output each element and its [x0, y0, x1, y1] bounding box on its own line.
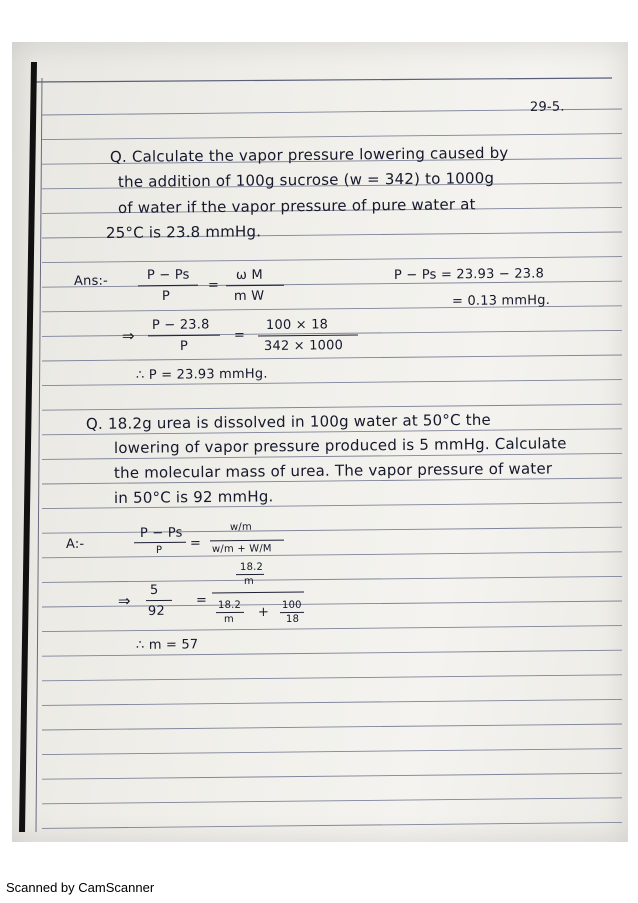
ruled-line	[42, 576, 622, 582]
page-date: 29-5.	[529, 99, 565, 115]
ans2-eq2-top-num: 18.2	[239, 561, 264, 573]
ans1-eq1-lhs-num: P − Ps	[146, 267, 190, 283]
ans1-side-line-1: P − Ps = 23.93 − 23.8	[393, 266, 545, 283]
ans1-eq2-rhs-num: 100 × 18	[265, 317, 329, 333]
ruled-line	[42, 626, 622, 632]
scanner-watermark: Scanned by CamScanner	[6, 880, 155, 895]
q2-line-3: the molecular mass of urea. The vapor pressure of water	[113, 459, 553, 482]
ruled-line	[42, 675, 622, 681]
ans1-eq2-rhs-den: 342 × 1000	[263, 338, 344, 354]
ans2-label: A:-	[65, 536, 85, 552]
ans2-implies-arrow: ⇒	[117, 591, 131, 610]
ruled-line	[42, 724, 622, 730]
scanned-notebook-page	[12, 42, 628, 842]
q1-line-1: Q. Calculate the vapor pressure lowering caused by	[109, 143, 509, 166]
ans2-eq2-b2-num: 100	[281, 599, 302, 611]
ans1-label: Ans:-	[73, 273, 109, 289]
ans2-eq1-lhs-den: P	[155, 544, 163, 556]
ans1-eq1-lhs-den: P	[161, 288, 171, 304]
ruled-line	[42, 281, 622, 287]
ans1-eq1-equals: =	[207, 277, 220, 293]
ans2-eq2-lhs-bar	[146, 600, 172, 602]
ruled-line	[42, 527, 622, 533]
ans1-eq2-equals: =	[233, 327, 246, 343]
ans2-eq2-lhs-num: 5	[149, 582, 159, 598]
left-margin-line	[36, 78, 42, 832]
ruled-line	[42, 650, 622, 656]
top-margin-line	[32, 78, 612, 82]
ruled-line	[42, 355, 622, 361]
ans2-eq2-b1-den: m	[223, 613, 235, 625]
ans2-eq2-plus: +	[257, 604, 270, 620]
q1-line-3: of water if the vapor pressure of pure water at	[117, 195, 476, 217]
ans2-eq1-rhs-den: w/m + W/M	[211, 543, 272, 555]
ans1-result: ∴ P = 23.93 mmHg.	[135, 366, 268, 383]
ans2-eq1-lhs-num: P − Ps	[139, 525, 183, 541]
q1-line-4: 25°C is 23.8 mmHg.	[105, 222, 262, 242]
ans1-side-line-2: = 0.13 mmHg.	[451, 292, 551, 309]
ans1-eq1-rhs-num: ω M	[235, 267, 263, 283]
q1-line-2: the addition of 100g sucrose (w = 342) to 1000g	[117, 169, 495, 191]
ans2-eq2-b2-den: 18	[285, 613, 300, 625]
q2-line-1: Q. 18.2g urea is dissolved in 100g water at 50°C the	[85, 410, 492, 433]
ruled-line	[42, 380, 622, 386]
left-edge	[22, 62, 34, 832]
ans2-eq2-equals: =	[195, 592, 208, 608]
ans1-implies-arrow: ⇒	[121, 326, 135, 345]
ruled-line	[42, 773, 622, 779]
ans2-eq2-lhs-den: 92	[147, 603, 166, 619]
ans1-eq2-lhs-den: P	[179, 338, 189, 354]
ruled-line	[42, 822, 622, 828]
ruled-line	[42, 404, 622, 410]
ruled-line	[42, 798, 622, 804]
ruled-line	[42, 552, 622, 558]
ans2-eq1-rhs-num: w/m	[229, 521, 252, 533]
ruled-line	[42, 257, 622, 263]
ans2-result: ∴ m = 57	[135, 637, 199, 653]
ruled-line	[42, 134, 622, 140]
ans1-eq2-lhs-num: P − 23.8	[151, 317, 210, 333]
ans1-eq1-rhs-den: m W	[233, 288, 265, 304]
q2-line-2: lowering of vapor pressure produced is 5 mmHg. Calculate	[113, 434, 567, 457]
ans2-eq2-b1-num: 18.2	[217, 599, 242, 611]
ans2-eq2-top-den: m	[243, 575, 255, 587]
ruled-line	[42, 699, 622, 705]
ans2-eq1-equals: =	[189, 535, 202, 551]
q2-line-4: in 50°C is 92 mmHg.	[113, 487, 274, 507]
ruled-line	[42, 749, 622, 755]
